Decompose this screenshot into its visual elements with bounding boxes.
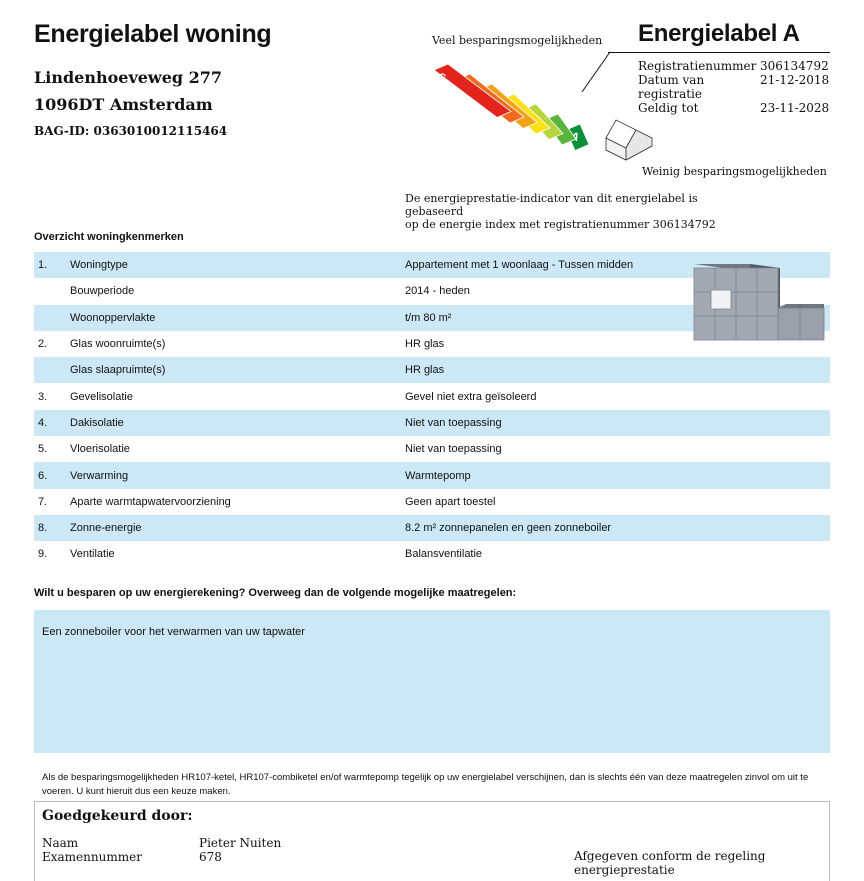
row-number: 3. [38, 390, 48, 403]
energy-class-letter: G [437, 70, 448, 83]
row-value: 2014 - heden [405, 285, 470, 298]
table-row [34, 541, 830, 567]
indicator-line: op de energie index met registratienummer 306134792 [405, 218, 716, 231]
row-label: Woonoppervlakte [70, 311, 156, 324]
table-row [34, 462, 830, 488]
row-number: 7. [38, 495, 48, 508]
row-label: Zonne-energie [70, 522, 142, 535]
advice-title: Wilt u besparen op uw energierekening? Overweeg dan de volgende mogelijke maatregelen: [34, 587, 517, 599]
row-value: Balansventilatie [405, 548, 483, 561]
row-label: Gevelisolatie [70, 390, 133, 403]
table-row [34, 515, 830, 541]
table-row [34, 357, 830, 383]
exam-number-key: Examennummer [42, 850, 142, 864]
exam-number-value: 678 [199, 850, 222, 864]
meta-key: Datum van registratie [638, 73, 705, 101]
approval-box [34, 801, 830, 881]
advice-box [34, 610, 830, 753]
page-title: Energielabel woning [34, 20, 272, 48]
approval-heading: Goedgekeurd door: [42, 808, 193, 824]
exam-number-row [42, 850, 222, 864]
row-label: Ventilatie [70, 548, 115, 561]
row-number: 4. [38, 416, 48, 429]
row-value: t/m 80 m² [405, 311, 452, 324]
house-icon [606, 120, 652, 160]
registration-meta [638, 59, 829, 115]
meta-row [638, 73, 829, 101]
meta-key: Geldig tot [638, 101, 699, 115]
conformity-statement: Afgegeven conform de regeling energieprestatie [574, 849, 766, 877]
advice-item: Een zonneboiler voor het verwarmen van uw tapwater [42, 626, 305, 638]
approver-name-key: Naam [42, 836, 79, 850]
row-value: 8.2 m² zonnepanelen en geen zonneboiler [405, 522, 612, 535]
table-row [34, 436, 830, 462]
row-label: Woningtype [70, 259, 128, 272]
table-row [34, 489, 830, 515]
label-pointer-line [582, 52, 610, 92]
table-row [34, 383, 830, 409]
row-value: HR glas [405, 364, 445, 377]
approver-name-row [42, 836, 281, 850]
meta-value: 21-12-2018 [760, 73, 830, 87]
overview-title: Overzicht woningkenmerken [34, 231, 184, 243]
row-label: Dakisolatie [70, 416, 124, 429]
meta-row [638, 59, 829, 73]
row-value: Warmtepomp [405, 469, 471, 482]
energy-label-heading: Energielabel A [638, 20, 800, 47]
meta-value: 306134792 [760, 59, 829, 73]
row-number: 2. [38, 338, 48, 351]
meta-row [638, 101, 829, 115]
energy-label-graphic [420, 28, 660, 168]
many-savings-label: Veel besparingsmogelijkheden [432, 34, 603, 47]
apartment-building-icon [690, 258, 826, 344]
bag-id: BAG-ID: 0363010012115464 [34, 124, 228, 138]
row-number: 8. [38, 522, 48, 535]
row-label: Aparte warmtapwatervoorziening [70, 495, 231, 508]
approver-name-value: Pieter Nuiten [199, 836, 282, 850]
indicator-text [405, 192, 735, 231]
meta-value: 23-11-2028 [760, 101, 830, 115]
meta-key: Registratienummer [638, 59, 757, 73]
address-street: Lindenhoeveweg 277 [34, 68, 223, 87]
address-city: 1096DT Amsterdam [34, 95, 213, 114]
row-value: Appartement met 1 woonlaag - Tussen midden [405, 259, 634, 272]
row-label: Bouwperiode [70, 285, 135, 298]
few-savings-label: Weinig besparingsmogelijkheden [642, 165, 827, 178]
row-label: Vloerisolatie [70, 443, 130, 456]
indicator-line: De energieprestatie-indicator van dit energielabel is gebaseerd [405, 192, 698, 218]
row-value: Niet van toepassing [405, 443, 502, 456]
row-value: Niet van toepassing [405, 416, 502, 429]
row-label: Verwarming [70, 469, 129, 482]
row-value: Gevel niet extra geïsoleerd [405, 390, 537, 403]
row-number: 6. [38, 469, 48, 482]
row-value: Geen apart toestel [405, 495, 496, 508]
table-row [34, 410, 830, 436]
row-value: HR glas [405, 338, 445, 351]
row-number: 9. [38, 548, 48, 561]
advice-note: Als de besparingsmogelijkheden HR107-ketel, HR107-combiketel en/of warmtepomp tegelijk op uw energielabel verschijnen, dan is slechts één van deze maatregelen zinvol om uit te voeren. U kunt hieruit dus een keuze maken. [42, 772, 809, 797]
row-number: 1. [38, 259, 48, 272]
row-number: 5. [38, 443, 48, 456]
row-label: Glas slaapruimte(s) [70, 364, 166, 377]
heading-divider [608, 52, 830, 53]
row-label: Glas woonruimte(s) [70, 338, 166, 351]
